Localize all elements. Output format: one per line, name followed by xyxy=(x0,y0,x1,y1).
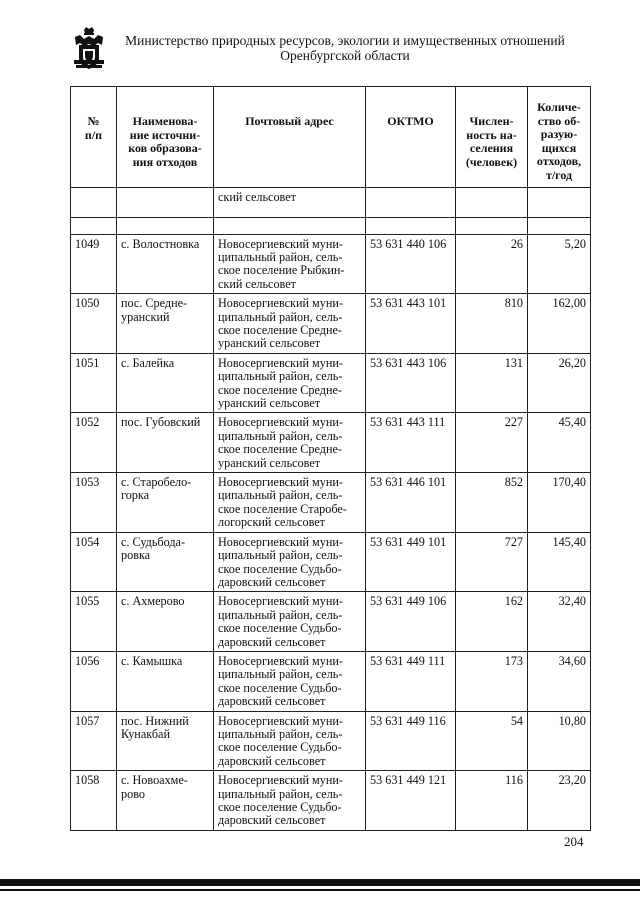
cell-oktmo: 53 631 443 106 xyxy=(366,353,456,413)
cell-num: 1054 xyxy=(71,532,117,592)
cell-oktmo: 53 631 449 106 xyxy=(366,592,456,652)
cell-name: с. Балейка xyxy=(117,353,214,413)
column-header-address: Почтовый адрес xyxy=(214,87,366,188)
cell-name: с. Камышка xyxy=(117,651,214,711)
table-row xyxy=(71,234,591,294)
cell-population: 131 xyxy=(456,353,528,413)
cell-waste: 23,20 xyxy=(528,771,591,831)
cell-address: Новосергиевский муни- ципальный район, сель- ское поселение Судьбо- даровский сельсовет xyxy=(214,651,366,711)
table-row xyxy=(71,473,591,533)
cell-population: 227 xyxy=(456,413,528,473)
region-name: Оренбургской области xyxy=(280,48,410,63)
page-number: 204 xyxy=(564,834,584,849)
cell-oktmo: 53 631 449 121 xyxy=(366,771,456,831)
ministry-name: Министерство природных ресурсов, экологии и имущественных отношений xyxy=(125,33,565,48)
column-header-name: Наименова- ние источни- ков образова- ния отходов xyxy=(117,87,214,188)
cell-name: с. Старобело- горка xyxy=(117,473,214,533)
cell-waste: 32,40 xyxy=(528,592,591,652)
cell-waste: 26,20 xyxy=(528,353,591,413)
cell-population: 810 xyxy=(456,294,528,354)
cell-num: 1057 xyxy=(71,711,117,771)
table-row xyxy=(71,651,591,711)
cell-waste: 34,60 xyxy=(528,651,591,711)
table-row xyxy=(71,532,591,592)
column-header-population: Числен- ность на- селения (человек) xyxy=(456,87,528,188)
table-row xyxy=(71,413,591,473)
spacer-row xyxy=(71,217,591,234)
waste-sources-table xyxy=(70,86,591,831)
cell-oktmo: 53 631 443 111 xyxy=(366,413,456,473)
continuation-row xyxy=(71,187,591,217)
bottom-rule xyxy=(0,879,640,886)
coat-of-arms-icon xyxy=(72,27,106,71)
cell-address: Новосергиевский муни- ципальный район, сель- ское поселение Рыбкин- ский сельсовет xyxy=(214,234,366,294)
column-header-num: № п/п xyxy=(71,87,117,188)
cell-population: 173 xyxy=(456,651,528,711)
ministry-header xyxy=(120,33,570,63)
table-row xyxy=(71,771,591,831)
cell-oktmo: 53 631 449 116 xyxy=(366,711,456,771)
table-row xyxy=(71,711,591,771)
cell-address: Новосергиевский муни- ципальный район, сель- ское поселение Средне- уранский сельсовет xyxy=(214,294,366,354)
cell-waste: 5,20 xyxy=(528,234,591,294)
cell-address: Новосергиевский муни- ципальный район, сель- ское поселение Судьбо- даровский сельсовет xyxy=(214,771,366,831)
cell-num: 1049 xyxy=(71,234,117,294)
cell-name: пос. Губовский xyxy=(117,413,214,473)
cell-name: с. Новоахме- рово xyxy=(117,771,214,831)
cell-waste: 145,40 xyxy=(528,532,591,592)
cell-num: 1051 xyxy=(71,353,117,413)
cell-population: 852 xyxy=(456,473,528,533)
cell-address: Новосергиевский муни- ципальный район, сель- ское поселение Судьбо- даровский сельсовет xyxy=(214,592,366,652)
cell-num: 1050 xyxy=(71,294,117,354)
cell-waste: 10,80 xyxy=(528,711,591,771)
cell-waste: 162,00 xyxy=(528,294,591,354)
cell-population: 727 xyxy=(456,532,528,592)
cell-waste: 45,40 xyxy=(528,413,591,473)
cell-oktmo: 53 631 449 111 xyxy=(366,651,456,711)
cell-name: с. Ахмерово xyxy=(117,592,214,652)
column-header-oktmo: ОКТМО xyxy=(366,87,456,188)
cell-address: Новосергиевский муни- ципальный район, сель- ское поселение Старобе- логорский сельсовет xyxy=(214,473,366,533)
cell-num: 1058 xyxy=(71,771,117,831)
cell-oktmo: 53 631 449 101 xyxy=(366,532,456,592)
cell-num: 1055 xyxy=(71,592,117,652)
cell-num: 1053 xyxy=(71,473,117,533)
cell-num: 1052 xyxy=(71,413,117,473)
table-row xyxy=(71,592,591,652)
table-header-row xyxy=(71,87,591,188)
cell-name: с. Судьбода- ровка xyxy=(117,532,214,592)
cell-oktmo: 53 631 440 106 xyxy=(366,234,456,294)
cell-address: Новосергиевский муни- ципальный район, сель- ское поселение Средне- уранский сельсовет xyxy=(214,413,366,473)
cell-population: 116 xyxy=(456,771,528,831)
cell-oktmo: 53 631 446 101 xyxy=(366,473,456,533)
cell-population: 26 xyxy=(456,234,528,294)
continuation-address: ский сельсовет xyxy=(214,187,366,217)
cell-name: пос. Нижний Кунакбай xyxy=(117,711,214,771)
cell-name: пос. Средне- уранский xyxy=(117,294,214,354)
cell-num: 1056 xyxy=(71,651,117,711)
table-row xyxy=(71,353,591,413)
cell-oktmo: 53 631 443 101 xyxy=(366,294,456,354)
bottom-rule-thin xyxy=(0,889,640,891)
column-header-waste: Количе- ство об- разую- щихся отходов, т/год xyxy=(528,87,591,188)
cell-name: с. Волостновка xyxy=(117,234,214,294)
cell-waste: 170,40 xyxy=(528,473,591,533)
cell-address: Новосергиевский муни- ципальный район, сель- ское поселение Судьбо- даровский сельсовет xyxy=(214,532,366,592)
cell-population: 162 xyxy=(456,592,528,652)
table-row xyxy=(71,294,591,354)
cell-population: 54 xyxy=(456,711,528,771)
cell-address: Новосергиевский муни- ципальный район, сель- ское поселение Средне- уранский сельсовет xyxy=(214,353,366,413)
cell-address: Новосергиевский муни- ципальный район, сель- ское поселение Судьбо- даровский сельсовет xyxy=(214,711,366,771)
